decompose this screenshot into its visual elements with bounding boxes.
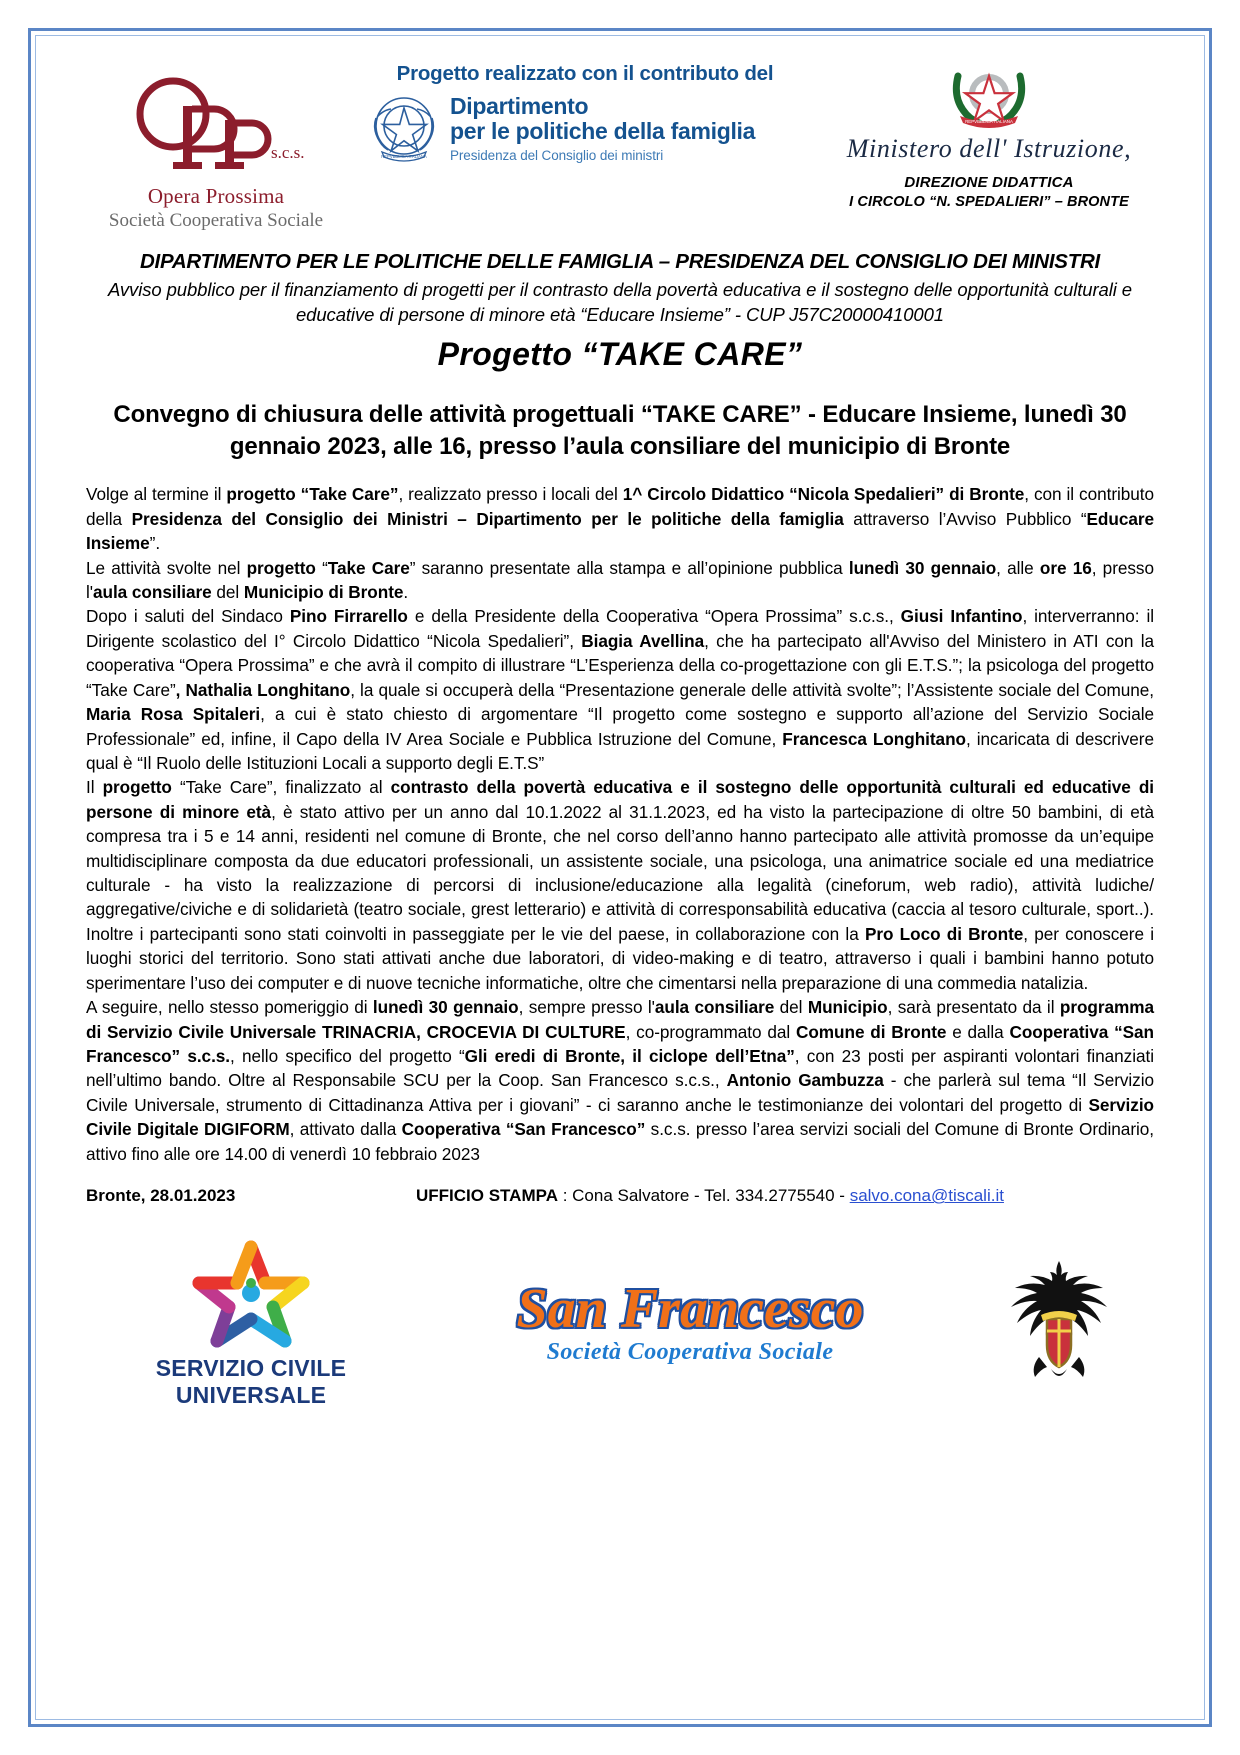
opera-prossima-name: Opera Prossima <box>147 184 285 208</box>
paragraph-5: A seguire, nello stesso pomeriggio di lunedì 30 gennaio, sempre presso l'aula consiliare del Municipio, sarà presentato da il programma di Servizio Civile Universale TRINACRIA, CROCEVIA DI CULTURE, co-programmato dal Comune di Bronte e dalla Cooperativa “San Francesco” s.c.s., nello specifico del progetto “Gli eredi di Bronte, il ciclope dell’Etna”, con 23 posti per aspiranti volontari finanziati nell’ultimo bando. Oltre al Responsabile SCU per la Coop. San Francesco s.c.s., Antonio Gambuzza - che parlerà sul tema “Il Servizio Civile Universale, strumento di Cittadinanza Attiva per i giovani” - ci saranno anche le testimonianze dei volontari del progetto di Servizio Civile Digitale DIGIFORM, attivato dalla Cooperativa “San Francesco” s.c.s. presso l’area servizi sociali del Comune di Bronte Ordinario, attivo fino alle ore 14.00 di venerdì 10 febbraio 2023 <box>86 997 1155 1164</box>
paragraph-1: Volge al termine il progetto “Take Care”, realizzato presso i locali del 1^ Circolo Didattico “Nicola Spedalieri” di Bronte, con il contributo della Presidenza del Consiglio dei Ministri – Dipartimento per le politiche della famiglia attraverso l’Avviso Pubblico “Educare Insieme”. <box>86 484 1155 554</box>
repubblica-emblem-icon <box>368 92 440 168</box>
dipartimento-logo-block <box>354 54 816 168</box>
dipartimento-line1: Dipartimento <box>450 93 589 119</box>
paragraph-4: Il progetto “Take Care”, finalizzato al contrasto della povertà educativa e il sostegno delle opportunità culturali ed educative di persone di minore età, è stato attivo per un anno dal 10.1.2022 al 31.1.2023, ed ha visto la partecipazione di oltre 50 bambini, di età compresa tra i 5 e 14 anni, residenti nel comune di Bronte, che nel corso dell’anno hanno partecipato alle attività promosse da un’equipe multidisciplinare composta da due educatori professionali, un assistente sociale, una psicologa, una animatrice sociale ed una mediatrice culturale - ha visto la realizzazione di percorsi di inclusione/educazione alla legalità (cineforum, web radio), attività ludiche/ aggregative/civiche e di solidarietà (teatro sociale, grest letterario) e attività di corresponsabilità educativa (caccia al tesoro culturale, sport..). Inoltre i partecipanti sono stati coinvolti in passeggiate per le vie del paese, in collaborazione con la Pro Loco di Bronte, per conoscere i luoghi storici del territorio. Sono stati attivati anche due laboratori, di video-making e di teatro, attraverso i quali i bambini hanno potuto sperimentare l’uso dei computer e di nuove tecniche informatiche, oltre che cimentarsi nella preparazione di una commedia natalizia. <box>86 777 1154 993</box>
press-office-label: UFFICIO STAMPA <box>416 1186 558 1206</box>
paragraph-2: Le attività svolte nel progetto “Take Care” saranno presentate alla stampa e all’opinione pubblica lunedì 30 gennaio, alle ore 16, presso l'aula consiliare del Municipio di Bronte. <box>86 557 1154 602</box>
direzione-didattica-label: DIREZIONE DIDATTICA <box>904 174 1074 191</box>
press-office-contact <box>416 1186 1154 1206</box>
ministero-emblem-icon <box>824 58 1154 138</box>
document-header <box>86 54 1154 232</box>
bronte-crest-block <box>984 1253 1134 1393</box>
opera-prossima-subtitle: Società Cooperativa Sociale <box>108 210 324 231</box>
san-francesco-wordmark: San Francesco <box>516 1277 864 1340</box>
ministero-script-title: Ministero dell' Istruzione, <box>846 134 1132 163</box>
footer-logos <box>86 1228 1154 1418</box>
scu-star-icon <box>106 1237 396 1349</box>
dipartimento-line3: Presidenza del Consiglio dei ministri <box>450 147 664 163</box>
convegno-heading: Convegno di chiusura delle attività progettuali “TAKE CARE” - Educare Insieme, lunedì 30 gennaio 2023, alle 16, presso l’aula consiliare del municipio di Bronte <box>113 400 1127 460</box>
press-email-link[interactable]: salvo.cona@tiscali.it <box>849 1186 1004 1206</box>
servizio-civile-logo-block <box>106 1237 396 1409</box>
san-francesco-subtitle: Società Cooperativa Sociale <box>546 1338 834 1365</box>
department-title: DIPARTIMENTO PER LE POLITICHE DELLE FAMIGLIA – PRESIDENZA DEL CONSIGLIO DEI MINISTRI <box>139 250 1101 273</box>
signoff-row <box>86 1186 1154 1206</box>
svg-text:s.c.s.: s.c.s. <box>271 143 305 162</box>
place-date: Bronte, 28.01.2023 <box>86 1186 236 1206</box>
circolo-label: I CIRCOLO “N. SPEDALIERI” – BRONTE <box>849 194 1129 210</box>
svg-text:REPVBBLICA ITALIANA: REPVBBLICA ITALIANA <box>965 119 1013 124</box>
scu-label: SERVIZIO CIVILE UNIVERSALE <box>155 1355 347 1409</box>
contributo-line: Progetto realizzato con il contributo del <box>396 62 774 85</box>
ministero-logo-block <box>824 54 1154 210</box>
press-office-details: : Cona Salvatore - Tel. 334.2775540 - <box>557 1186 850 1206</box>
san-francesco-logo-block <box>465 1277 915 1366</box>
dipartimento-line2: per le politiche della famiglia <box>450 117 756 144</box>
eagle-crest-icon <box>984 1253 1134 1393</box>
article-body <box>86 482 1154 1166</box>
opp-monogram-icon <box>121 76 311 182</box>
svg-text:REPVBBLICA ITALIANA: REPVBBLICA ITALIANA <box>381 154 427 159</box>
opera-prossima-logo-block <box>86 54 346 232</box>
page-title: Progetto “TAKE CARE” <box>437 335 803 372</box>
avviso-subtitle: Avviso pubblico per il finanziamento di progetti per il contrasto della povertà educativa e il sostegno delle opportunità culturali e educative di persone di minore età “Educare Insieme” - CUP J57C20000410001 <box>107 279 1132 325</box>
paragraph-3: Dopo i saluti del Sindaco Pino Firrarello e della Presidente della Cooperativa “Opera Prossima” s.c.s., Giusi Infantino, interverranno: il Dirigente scolastico del I° Circolo Didattico “Nicola Spedalieri”, Biagia Avellina, che ha partecipato all'Avviso del Ministero in ATI con la cooperativa “Opera Prossima” e che avrà il compito di illustrare “L’Esperienza della co-progettazione con gli E.T.S.”; la psicologa del progetto “Take Care”, Nathalia Longhitano, la quale si occuperà della “Presentazione generale delle attività svolte”; l’Assistente sociale del Comune, Maria Rosa Spitaleri, a cui è stato chiesto di argomentare “Il progetto come sostegno e supporto all’azione del Servizio Sociale Professionale” ed, infine, il Capo della IV Area Sociale e Pubblica Istruzione del Comune, Francesca Longhitano, incaricata di descrivere qual è “Il Ruolo delle Istituzioni Locali a supporto degli E.T.S” <box>86 606 1154 773</box>
